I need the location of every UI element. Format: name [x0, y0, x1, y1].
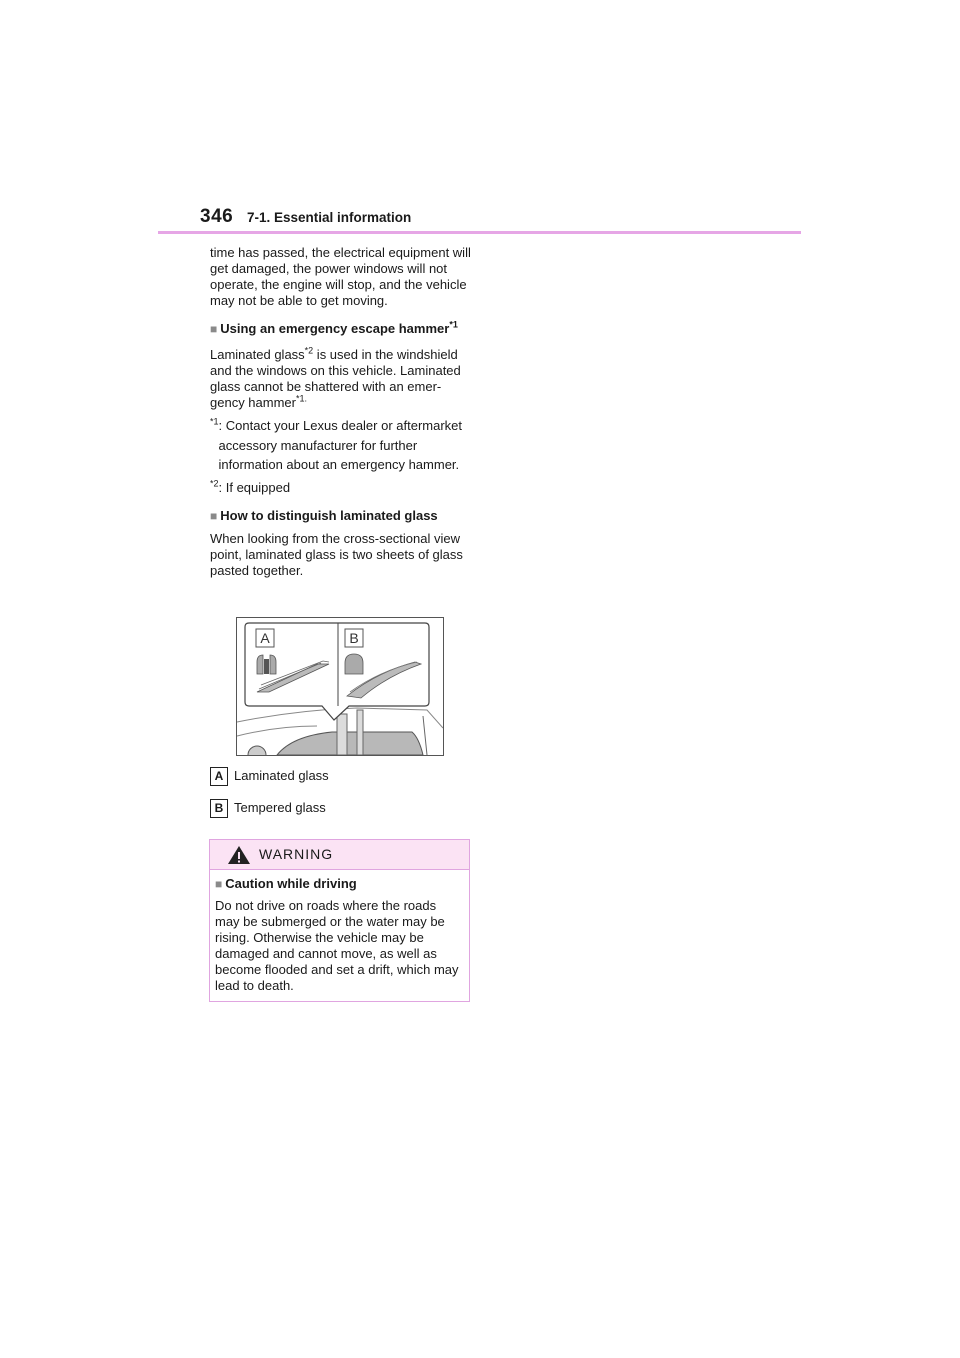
footnote-ref: *1	[449, 319, 458, 330]
warning-body	[210, 870, 469, 994]
legend-badge: B	[210, 799, 228, 818]
laminated-text-2: is used in the windshield and the windows on this vehicle. Laminated glass cannot be shattered with an emer-gency hammer	[210, 347, 461, 410]
hammer-heading	[210, 321, 472, 337]
footnote-text: : If equipped	[218, 479, 291, 495]
distinguish-heading	[210, 508, 472, 524]
warning-heading-text: Caution while driving	[225, 876, 357, 891]
warning-triangle-icon	[227, 845, 251, 865]
glass-cross-section-diagram	[237, 618, 443, 755]
figure-label-b: B	[349, 630, 359, 646]
square-bullet-icon: ■	[210, 508, 218, 523]
distinguish-paragraph: When looking from the cross-sectional view point, laminated glass is two sheets of glass pasted together.	[210, 530, 463, 578]
warning-header	[210, 840, 469, 870]
laminated-text-1: Laminated glass	[210, 347, 305, 362]
warning-heading	[215, 876, 464, 892]
square-bullet-icon: ■	[210, 322, 218, 336]
section-title: 7-1. Essential information	[247, 210, 412, 225]
laminated-paragraph	[210, 347, 472, 411]
page-number: 346	[200, 206, 234, 227]
warning-title: WARNING	[259, 846, 334, 862]
legend-badge: A	[210, 767, 228, 786]
footnote-ref: *2	[304, 345, 314, 356]
main-content	[210, 245, 472, 579]
footnote-ref: *1.	[295, 393, 307, 404]
legend-item-a	[210, 767, 329, 786]
square-bullet-icon: ■	[215, 877, 223, 891]
legend-text: Tempered glass	[234, 799, 326, 815]
footnote-mark: *1	[210, 416, 219, 427]
distinguish-heading-text: How to distinguish laminated glass	[220, 507, 438, 523]
page-header	[200, 206, 800, 232]
header-divider	[158, 231, 801, 234]
footnote-mark: *2	[210, 478, 219, 489]
hammer-heading-text: Using an emergency escape hammer	[220, 321, 450, 336]
footnote-1	[210, 416, 472, 475]
legend-item-b	[210, 799, 326, 818]
footnote-text: : Contact your Lexus dealer or aftermarket accessory manufacturer for further information about an emergency hammer.	[218, 418, 463, 472]
footnote-2	[210, 480, 472, 496]
figure-label-a: A	[260, 630, 270, 646]
warning-text: Do not drive on roads where the roads may be submerged or the water may be rising. Otherwise the vehicle may be damaged and cannot move, as well as become flooded and set a drift, which may lead to death.	[215, 898, 459, 993]
legend-text: Laminated glass	[234, 767, 329, 783]
intro-paragraph: time has passed, the electrical equipment will get damaged, the power windows will not operate, the engine will stop, and the vehicle may not be able to get moving.	[210, 245, 471, 308]
glass-illustration	[236, 617, 444, 756]
warning-box	[209, 839, 470, 1002]
